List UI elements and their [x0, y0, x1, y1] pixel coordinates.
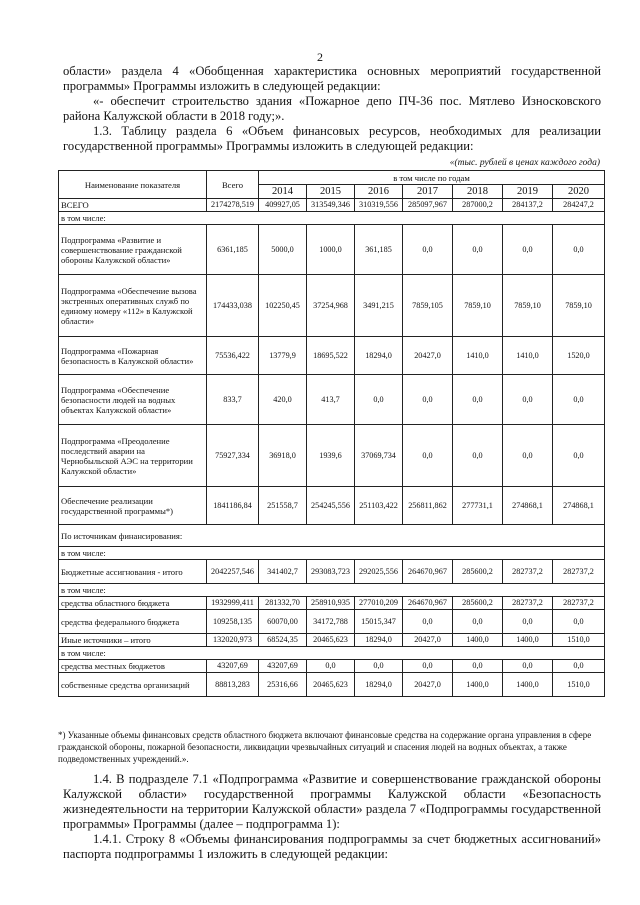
cell-total: 833,7: [207, 375, 259, 425]
cell-year-value: 1000,0: [307, 225, 355, 275]
cell-year-value: 18294,0: [355, 337, 403, 375]
cell-total: 88813,283: [207, 673, 259, 697]
cell-year-value: 1939,6: [307, 425, 355, 487]
cell-year-value: 254245,556: [307, 487, 355, 525]
cell-year-value: 277731,1: [453, 487, 503, 525]
intro-paragraph-3: 1.3. Таблицу раздела 6 «Объем финансовых ресурсов, необходимых для реализации государственной программы» Программы изложить в следующей редакции:: [63, 124, 601, 153]
header-name: Наименование показателя: [59, 171, 207, 199]
cell-year-value: 413,7: [307, 375, 355, 425]
cell-year-value: 60070,00: [259, 610, 307, 634]
row-label: средства федерального бюджета: [59, 610, 207, 634]
cell-year-value: 7859,10: [503, 275, 553, 337]
table-body: [59, 199, 605, 697]
cell-year-value: 285600,2: [453, 560, 503, 584]
header-year: 2015: [307, 185, 355, 199]
row-label: Иные источники – итого: [59, 634, 207, 647]
table-row: [59, 647, 605, 660]
cell-year-value: 292025,556: [355, 560, 403, 584]
header-year: 2014: [259, 185, 307, 199]
cell-year-value: 0,0: [503, 660, 553, 673]
cell-year-value: 282737,2: [503, 560, 553, 584]
cell-year-value: 37254,968: [307, 275, 355, 337]
cell-year-value: 284247,2: [553, 199, 605, 212]
cell-year-value: 251103,422: [355, 487, 403, 525]
table-unit-note: «(тыс. рублей в ценах каждого года): [449, 158, 600, 168]
cell-year-value: 18294,0: [355, 634, 403, 647]
row-label: средства местных бюджетов: [59, 660, 207, 673]
cell-total: 132020,973: [207, 634, 259, 647]
row-label: Подпрограмма «Преодоление последствий аварии на Чернобыльской АЭС на территории Калужской области»: [59, 425, 207, 487]
cell-year-value: 285600,2: [453, 597, 503, 610]
table-row: [59, 634, 605, 647]
cell-total: 75927,334: [207, 425, 259, 487]
row-label: Подпрограмма «Обеспечение безопасности людей на водных объектах Калужской области»: [59, 375, 207, 425]
cell-year-value: 37069,734: [355, 425, 403, 487]
cell-year-value: 20427,0: [403, 673, 453, 697]
table-row: [59, 375, 605, 425]
cell-year-value: 36918,0: [259, 425, 307, 487]
cell-year-value: 274868,1: [503, 487, 553, 525]
row-label: По источникам финансирования:: [59, 525, 605, 547]
cell-year-value: 277010,209: [355, 597, 403, 610]
row-label: средства областного бюджета: [59, 597, 207, 610]
cell-year-value: 13779,9: [259, 337, 307, 375]
cell-year-value: 3491,215: [355, 275, 403, 337]
cell-year-value: 256811,862: [403, 487, 453, 525]
cell-year-value: 341402,7: [259, 560, 307, 584]
cell-year-value: 7859,10: [553, 275, 605, 337]
cell-total: 174433,038: [207, 275, 259, 337]
cell-year-value: 20465,623: [307, 673, 355, 697]
cell-year-value: 284137,2: [503, 199, 553, 212]
row-label: Подпрограмма «Пожарная безопасность в Калужской области»: [59, 337, 207, 375]
cell-year-value: 361,185: [355, 225, 403, 275]
cell-year-value: 15015,347: [355, 610, 403, 634]
cell-year-value: 34172,788: [307, 610, 355, 634]
cell-year-value: 43207,69: [259, 660, 307, 673]
cell-year-value: 420,0: [259, 375, 307, 425]
cell-year-value: 282737,2: [553, 597, 605, 610]
cell-year-value: 287000,2: [453, 199, 503, 212]
cell-year-value: 102250,45: [259, 275, 307, 337]
header-years-group: в том числе по годам: [259, 171, 605, 185]
cell-year-value: 293083,723: [307, 560, 355, 584]
cell-total: 2042257,546: [207, 560, 259, 584]
table-row: [59, 212, 605, 225]
cell-year-value: 258910,935: [307, 597, 355, 610]
cell-year-value: 0,0: [503, 375, 553, 425]
cell-year-value: 1400,0: [453, 673, 503, 697]
cell-year-value: 0,0: [453, 660, 503, 673]
cell-total: 6361,185: [207, 225, 259, 275]
cell-year-value: 1410,0: [453, 337, 503, 375]
cell-total: 109258,135: [207, 610, 259, 634]
cell-year-value: 282737,2: [503, 597, 553, 610]
table-row: [59, 275, 605, 337]
cell-year-value: 1400,0: [503, 634, 553, 647]
cell-year-value: 0,0: [453, 225, 503, 275]
cell-year-value: 0,0: [553, 610, 605, 634]
table-row: [59, 660, 605, 673]
cell-year-value: 0,0: [403, 610, 453, 634]
table-row: [59, 487, 605, 525]
cell-year-value: 0,0: [553, 660, 605, 673]
row-label: Подпрограмма «Развитие и совершенствование гражданской обороны Калужской области»: [59, 225, 207, 275]
cell-year-value: 409927,05: [259, 199, 307, 212]
cell-total: 1932999,411: [207, 597, 259, 610]
table-footnote: *) Указанные объемы финансовых средств областного бюджета включают финансовые средства на содержание органа управления в сфере гражданской обороны, пожарной безопасности, ликвидации чрезвычайных ситуаций и спасения людей на водных объектах, а также подведомственных учреждений.».: [58, 730, 592, 764]
cell-year-value: 0,0: [553, 225, 605, 275]
table-row: [59, 547, 605, 560]
header-year: 2018: [453, 185, 503, 199]
cell-year-value: 20427,0: [403, 337, 453, 375]
cell-year-value: 20427,0: [403, 634, 453, 647]
cell-year-value: 20465,623: [307, 634, 355, 647]
cell-year-value: 1510,0: [553, 634, 605, 647]
intro-paragraph-2: «- обеспечит строительство здания «Пожарное депо ПЧ-36 пос. Мятлево Износковского района Калужской области в 2018 году;».: [63, 94, 601, 123]
table-row: [59, 425, 605, 487]
cell-total: 75536,422: [207, 337, 259, 375]
cell-year-value: 0,0: [307, 660, 355, 673]
header-year: 2020: [553, 185, 605, 199]
cell-year-value: 0,0: [403, 660, 453, 673]
cell-year-value: 0,0: [453, 375, 503, 425]
page-number: 2: [317, 50, 323, 64]
table-row: [59, 337, 605, 375]
cell-year-value: 264670,967: [403, 597, 453, 610]
cell-year-value: 18294,0: [355, 673, 403, 697]
cell-total: 1841186,84: [207, 487, 259, 525]
cell-year-value: 0,0: [355, 375, 403, 425]
closing-paragraph-2: 1.4.1. Строку 8 «Объемы финансирования подпрограммы за счет бюджетных ассигнований» паспорта подпрограммы 1 изложить в следующей редакции:: [63, 832, 601, 861]
cell-year-value: 0,0: [403, 225, 453, 275]
cell-year-value: 0,0: [453, 610, 503, 634]
table-row: [59, 584, 605, 597]
cell-year-value: 282737,2: [553, 560, 605, 584]
cell-year-value: 0,0: [503, 425, 553, 487]
cell-year-value: 5000,0: [259, 225, 307, 275]
cell-year-value: 310319,556: [355, 199, 403, 212]
row-label: в том числе:: [59, 547, 605, 560]
cell-year-value: 0,0: [553, 425, 605, 487]
header-year: 2017: [403, 185, 453, 199]
header-total: Всего: [207, 171, 259, 199]
intro-paragraph-1: области» раздела 4 «Обобщенная характеристика основных мероприятий государственной программы» Программы изложить в следующей редакции:: [63, 64, 601, 93]
cell-year-value: 313549,346: [307, 199, 355, 212]
cell-year-value: 1400,0: [453, 634, 503, 647]
table-row: [59, 199, 605, 212]
cell-year-value: 0,0: [453, 425, 503, 487]
cell-year-value: 0,0: [553, 375, 605, 425]
cell-year-value: 0,0: [503, 225, 553, 275]
row-label: в том числе:: [59, 584, 605, 597]
cell-year-value: 7859,105: [403, 275, 453, 337]
cell-year-value: 0,0: [403, 375, 453, 425]
cell-total: 43207,69: [207, 660, 259, 673]
cell-year-value: 274868,1: [553, 487, 605, 525]
cell-year-value: 1520,0: [553, 337, 605, 375]
cell-year-value: 1410,0: [503, 337, 553, 375]
row-label: Бюджетные ассигнования - итого: [59, 560, 207, 584]
closing-paragraph-1: 1.4. В подразделе 7.1 «Подпрограмма «Развитие и совершенствование гражданской обороны Калужской области» государственной программы Калужской области «Безопасность жизнедеятельности на территории Калужской области» раздела 7 «Подпрограммы государственной программы» Программы (далее – подпрограмма 1):: [63, 772, 601, 831]
cell-year-value: 25316,66: [259, 673, 307, 697]
table-row: [59, 610, 605, 634]
cell-year-value: 251558,7: [259, 487, 307, 525]
table-row: [59, 673, 605, 697]
row-label: Подпрограмма «Обеспечение вызова экстренных оперативных служб по единому номеру «112» в Калужской области»: [59, 275, 207, 337]
row-label: собственные средства организаций: [59, 673, 207, 697]
row-label: Обеспечение реализации государственной программы*): [59, 487, 207, 525]
cell-year-value: 0,0: [355, 660, 403, 673]
table-row: [59, 560, 605, 584]
cell-total: 2174278,519: [207, 199, 259, 212]
header-year: 2019: [503, 185, 553, 199]
cell-year-value: 1400,0: [503, 673, 553, 697]
financial-resources-table: [58, 170, 605, 697]
cell-year-value: 18695,522: [307, 337, 355, 375]
cell-year-value: 7859,10: [453, 275, 503, 337]
cell-year-value: 68524,35: [259, 634, 307, 647]
cell-year-value: 281332,70: [259, 597, 307, 610]
row-label: ВСЕГО: [59, 199, 207, 212]
cell-year-value: 285097,967: [403, 199, 453, 212]
cell-year-value: 0,0: [403, 425, 453, 487]
header-year: 2016: [355, 185, 403, 199]
table-row: [59, 597, 605, 610]
row-label: в том числе:: [59, 647, 605, 660]
cell-year-value: 0,0: [503, 610, 553, 634]
cell-year-value: 1510,0: [553, 673, 605, 697]
cell-year-value: 264670,967: [403, 560, 453, 584]
table-row: [59, 525, 605, 547]
row-label: в том числе:: [59, 212, 605, 225]
table-row: [59, 225, 605, 275]
